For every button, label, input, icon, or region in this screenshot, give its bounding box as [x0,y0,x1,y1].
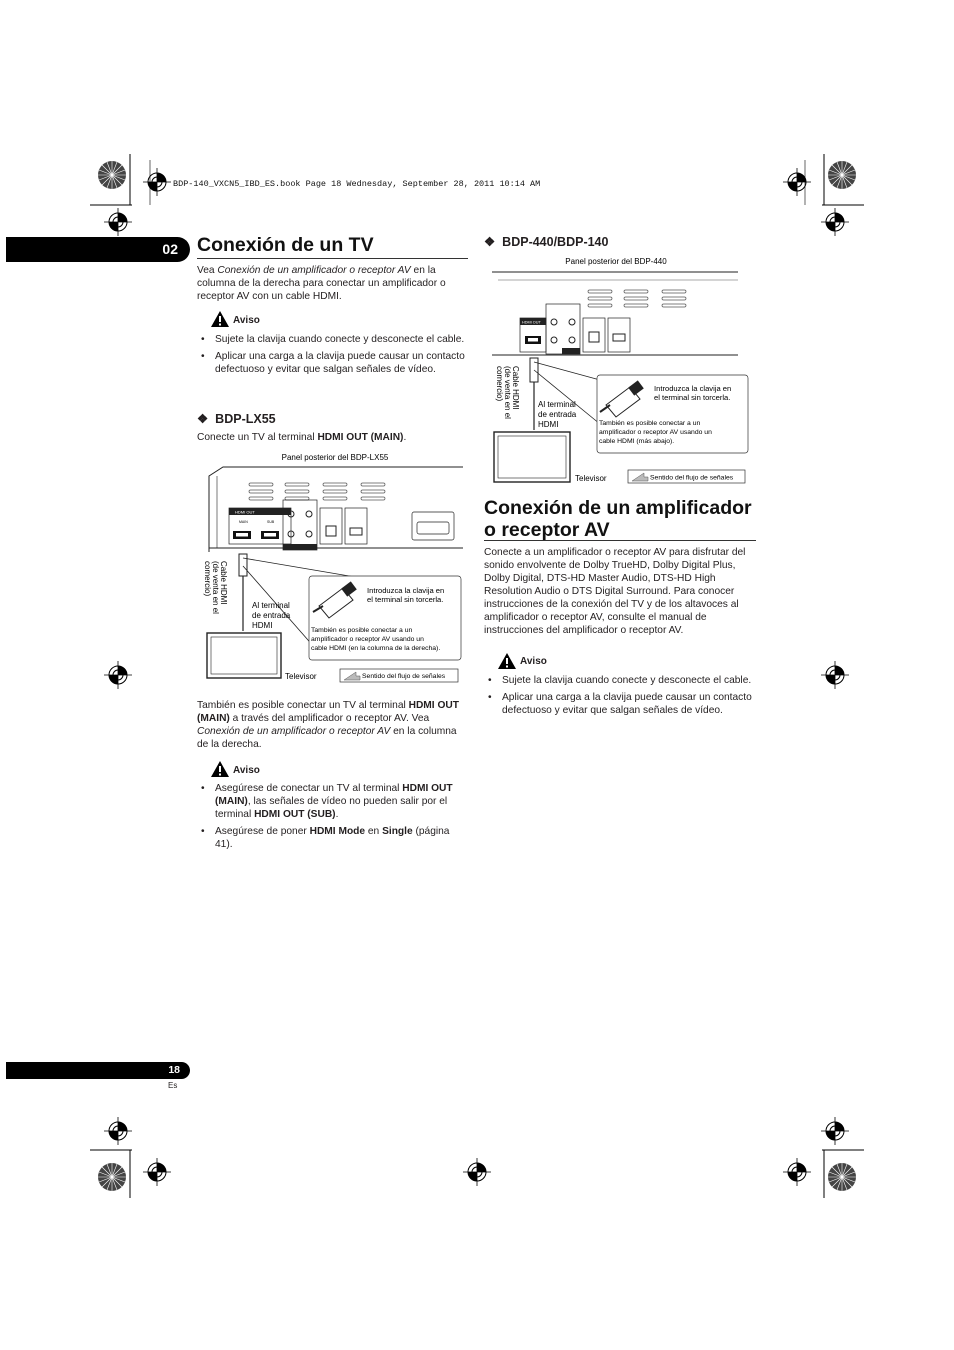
diamond-bullet-icon: ❖ [484,235,496,249]
chapter-number: 02 [162,241,178,257]
svg-text:HDMI OUT: HDMI OUT [522,320,541,325]
aviso-list [197,782,469,855]
warning-icon [210,310,230,333]
section-title-tv: Conexión de un TV [197,234,374,256]
title-rule [197,258,468,259]
also-note: También es posible conectar a un amplificador o receptor AV usando un cable HDMI (más abajo). [599,420,712,445]
panel-label: Panel posterior del BDP-LX55 [281,453,389,462]
aviso-list [197,333,469,380]
list-item: • Asegúrese de poner HDMI Mode en Single (página 41). [197,825,469,851]
subsection-lx55: ❖ BDP-LX55 [197,412,276,426]
warning-icon [497,652,517,675]
flow-label: Sentido del flujo de señales [650,474,734,482]
list-item: • Asegúrese de conectar un TV al terminal HDMI OUT (MAIN), las señales de vídeo no pueden salir por el terminal HDMI OUT (SUB). [197,782,469,821]
title-rule [484,540,756,541]
cable-label: Cable HDMI(de venta en elcomercio) [495,366,520,419]
lx55-connection-diagram [195,448,467,693]
input-label: Al terminal de entrada HDMI [538,400,577,429]
chapter-tab [6,237,190,262]
warning-icon [210,760,230,783]
para-via-amp: También es posible conectar un TV al terminal HDMI OUT (MAIN) a través del amplificador o receptor AV. Vea Conexión de un amplificador o receptor AV en la columna de la derecha. [197,700,459,750]
svg-text:MAIN: MAIN [239,520,248,524]
tv-label: Televisor [285,672,317,681]
list-item: • Sujete la clavija cuando conecte y desconecte el cable. [197,333,469,346]
list-item: • Aplicar una carga a la clavija puede causar un contacto defectuoso y evitar que salgan señales de vídeo. [484,691,756,717]
svg-text:SUB: SUB [267,520,275,524]
also-note: También es posible conectar a un amplificador o receptor AV usando un cable HDMI (en la columna de la derecha). [311,627,441,652]
corner-marks-top [90,154,864,236]
amp-paragraph: Conecte a un amplificador o receptor AV para disfrutar del sonido envolvente de Dolby TrueHD, Dolby Digital Plus, Dolby Digital, DTS-HD Master Audio, DTS-HD High Resolution Audio o DTS Digital Surround. Para conocer instrucciones de la conexión del TV y de los altavoces al amplificador o receptor AV, consulte el manual de instrucciones del amplificador o receptor AV. [484,547,746,636]
subsection-bdp440: ❖ BDP-440/BDP-140 [484,235,609,249]
cable-label: Cable HDMI(de venta en elcomercio) [203,561,228,614]
input-label: Al terminal de entrada HDMI [252,601,291,630]
twist-note: Introduzca la clavija en el terminal sin torcerla. [654,384,732,402]
bdp440-connection-diagram [488,252,750,490]
list-item: • Aplicar una carga a la clavija puede causar un contacto defectuoso y evitar que salgan señales de vídeo. [197,350,469,376]
aviso-label: Aviso [233,765,260,776]
page-number-tab [6,1062,190,1079]
panel-label: Panel posterior del BDP-440 [565,257,667,266]
intro-paragraph: Vea Conexión de un amplificador o receptor AV en la columna de la derecha para conectar un amplificador o receptor AV con un cable HDMI. [197,265,446,302]
flow-label: Sentido del flujo de señales [362,673,446,680]
diamond-bullet-icon: ❖ [197,412,209,426]
svg-text:HDMI OUT: HDMI OUT [235,509,255,515]
tv-label: Televisor [575,474,607,483]
aviso-label: Aviso [520,656,547,667]
aviso-list [484,674,756,721]
vent-slots [249,483,385,500]
list-item: • Sujete la clavija cuando conecte y desconecte el cable. [484,674,756,687]
file-header: BDP-140_VXCN5_IBD_ES.book Page 18 Wednesday, September 28, 2011 10:14 AM [173,179,541,189]
lx55-text: Conecte un TV al terminal HDMI OUT (MAIN). [197,432,407,443]
page-lang: Es [168,1081,178,1090]
section-title-amp: Conexión de un amplificador o receptor AV [484,497,752,541]
aviso-label: Aviso [233,315,260,326]
corner-marks-bottom [90,1117,864,1198]
vent-slots [588,290,686,307]
twist-note: Introduzca la clavija en el terminal sin torcerla. [367,586,445,604]
page-number: 18 [168,1064,180,1076]
